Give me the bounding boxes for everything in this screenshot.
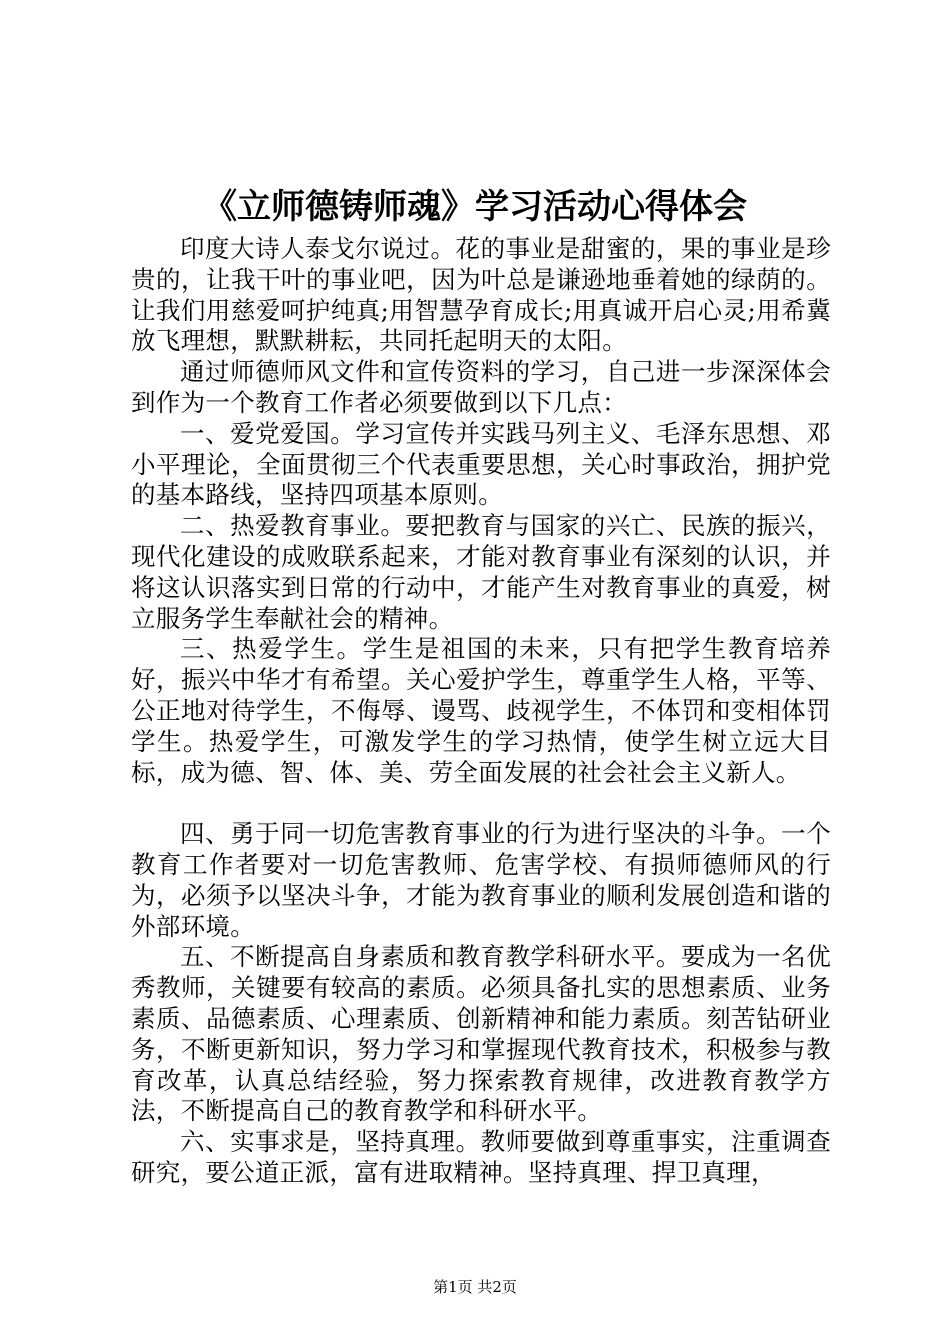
- paragraph-point-4: 四、勇于同一切危害教育事业的行为进行坚决的斗争。一个教育工作者要对一切危害教师、危害学校、有损师德师风的行为，必须予以坚决斗争，才能为教育事业的顺利发展创造和谐的外部环境。: [131, 819, 831, 941]
- paragraph-point-1: 一、爱党爱国。学习宣传并实践马列主义、毛泽东思想、邓小平理论，全面贯彻三个代表重要思想，关心时事政治，拥护党的基本路线，坚持四项基本原则。: [131, 418, 831, 510]
- document-body: [131, 234, 831, 1189]
- paragraph-point-5: 五、不断提高自身素质和教育教学科研水平。要成为一名优秀教师，关键要有较高的素质。必须具备扎实的思想素质、业务素质、品德素质、心理素质、创新精神和能力素质。刻苦钻研业务，不断更新知识，努力学习和掌握现代教育技术，积极参与教育改革，认真总结经验，努力探索教育规律，改进教育教学方法，不断提高自己的教育教学和科研水平。: [131, 942, 831, 1126]
- page-number-footer: 第1页 共2页: [433, 1278, 517, 1296]
- paragraph-point-2: 二、热爱教育事业。要把教育与国家的兴亡、民族的振兴，现代化建设的成败联系起来，才能对教育事业有深刻的认识，并将这认识落实到日常的行动中，才能产生对教育事业的真爱，树立服务学生奉献社会的精神。: [131, 511, 831, 633]
- document-title: 《立师德铸师魂》学习活动心得体会: [203, 187, 747, 227]
- paragraph-summary: 通过师德师风文件和宣传资料的学习，自己进一步深深体会到作为一个教育工作者必须要做到以下几点：: [131, 357, 831, 417]
- paragraph-intro: 印度大诗人泰戈尔说过。花的事业是甜蜜的，果的事业是珍贵的，让我干叶的事业吧，因为叶总是谦逊地垂着她的绿荫的。让我们用慈爱呵护纯真;用智慧孕育成长;用真诚开启心灵;用希冀放飞理想，默默耕耘，共同托起明天的太阳。: [131, 234, 831, 356]
- paragraph-point-6: 六、实事求是，坚持真理。教师要做到尊重事实，注重调查研究，要公道正派，富有进取精神。坚持真理、捍卫真理，: [131, 1127, 831, 1187]
- paragraph-point-3: 三、热爱学生。学生是祖国的未来，只有把学生教育培养好，振兴中华才有希望。关心爱护学生，尊重学生人格，平等、公正地对待学生，不侮辱、谩骂、歧视学生，不体罚和变相体罚学生。热爱学生，可激发学生的学习热情，使学生树立远大目标，成为德、智、体、美、劳全面发展的社会社会主义新人。: [131, 634, 831, 787]
